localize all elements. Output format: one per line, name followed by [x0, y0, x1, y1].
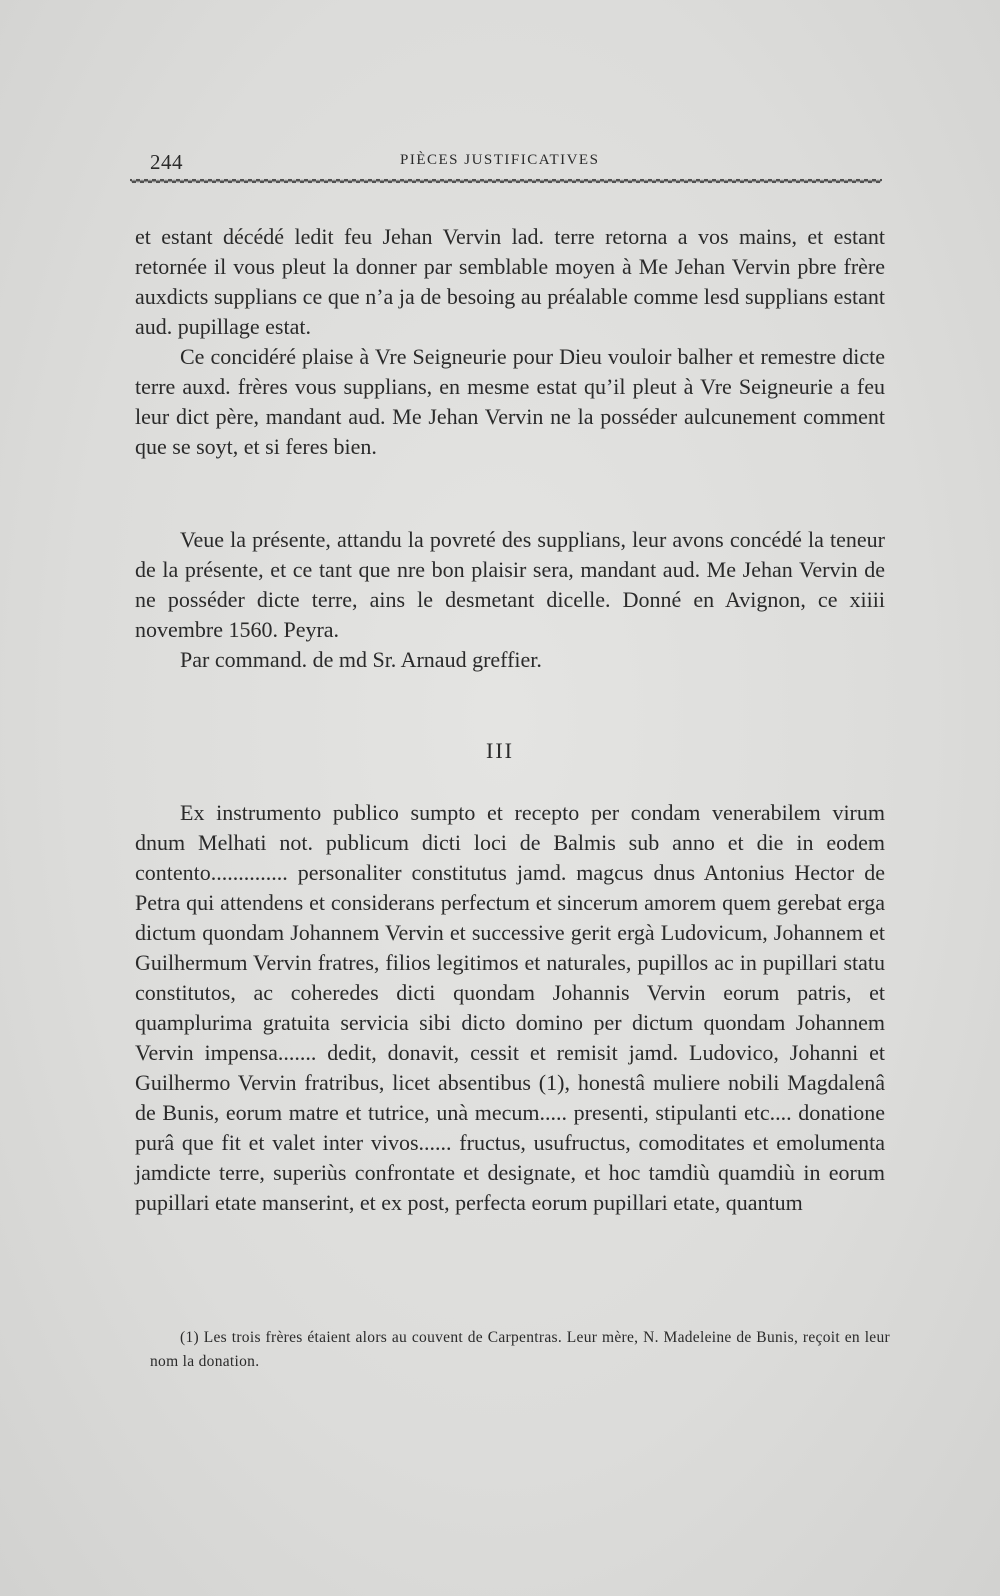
footnote-text: (1) Les trois frères étaient alors au couvent de Carpentras. Leur mère, N. Madeleine de Bunis, reçoit en leur nom la donation. — [150, 1329, 890, 1370]
wavy-header-rule — [130, 177, 882, 185]
text-block-petition — [135, 222, 885, 462]
paragraph: Veue la présente, attandu la povreté des supplians, leur avons concédé la teneur de la présente, et ce tant que nre bon plaisir sera, mandant aud. Me Jehan Vervin de ne posséder dicte terre, ains le desmetant dicelle. Donné en Avignon, ce xiiii novembre 1560. Peyra. — [135, 527, 885, 642]
page-number: 244 — [150, 150, 183, 174]
running-head — [150, 150, 880, 176]
running-title: PIÈCES JUSTIFICATIVES — [400, 152, 600, 168]
text-block-response — [135, 525, 885, 675]
paragraph: Ex instrumento publico sumpto et recepto per condam venerabilem virum dnum Melhati not. publicum dicti loci de Balmis sub anno et die in eodem contento.............. personaliter constitutus jamd. magcus dnus Antonius Hector de Petra qui attendens et considerans perfectum et sincerum amorem quem gerebat erga dictum quondam Johannem Vervin et successive gerit ergà Ludovicum, Johannem et Guilhermum Vervin fratres, filios legitimos et naturales, pupillos ac in pupillari statu constitutos, ac coheredes dicti quondam Johannis Vervin eorum patris, et quamplurima gratuita servicia sibi dicto domino per dictum quondam Johannem Vervin impensa....... dedit, donavit, cessit et remisit jamd. Ludovico, Johanni et Guilhermo Vervin fratribus, licet absentibus (1), honestâ muliere nobili Magdalenâ de Bunis, eorum matre et tutrice, unà mecum..... presenti, stipulanti etc.... donatione purâ que fit et valet inter vivos...... fructus, usufructus, comoditates et emolumenta jamdicte terre, superiùs confrontate et designate, et hoc tamdiù quamdiù in eorum pupillari etate manserint, et ex post, perfecta eorum pupillari etate, quantum — [135, 800, 885, 1215]
paragraph: et estant décédé ledit feu Jehan Vervin lad. terre retorna a vos mains, et estant retornée il vous pleut la donner par semblable moyen à Me Jehan Vervin pbre frère auxdicts supplians ce que n’a ja de besoing au préalable comme lesd supplians estant aud. pupillage estat. — [135, 224, 885, 339]
footnote — [150, 1326, 890, 1374]
paragraph: Par command. de md Sr. Arnaud greffier. — [180, 647, 542, 672]
text-block-latin — [135, 798, 885, 1218]
section-heading: III — [486, 738, 514, 763]
paragraph: Ce concidéré plaise à Vre Seigneurie pour Dieu vouloir balher et remestre dicte terre auxd. frères vous supplians, en mesme estat qu’il pleut à Vre Seigneurie a feu leur dict père, mandant aud. Me Jehan Vervin ne la posséder aulcunement comment que se soyt, et si feres bien. — [135, 344, 885, 459]
